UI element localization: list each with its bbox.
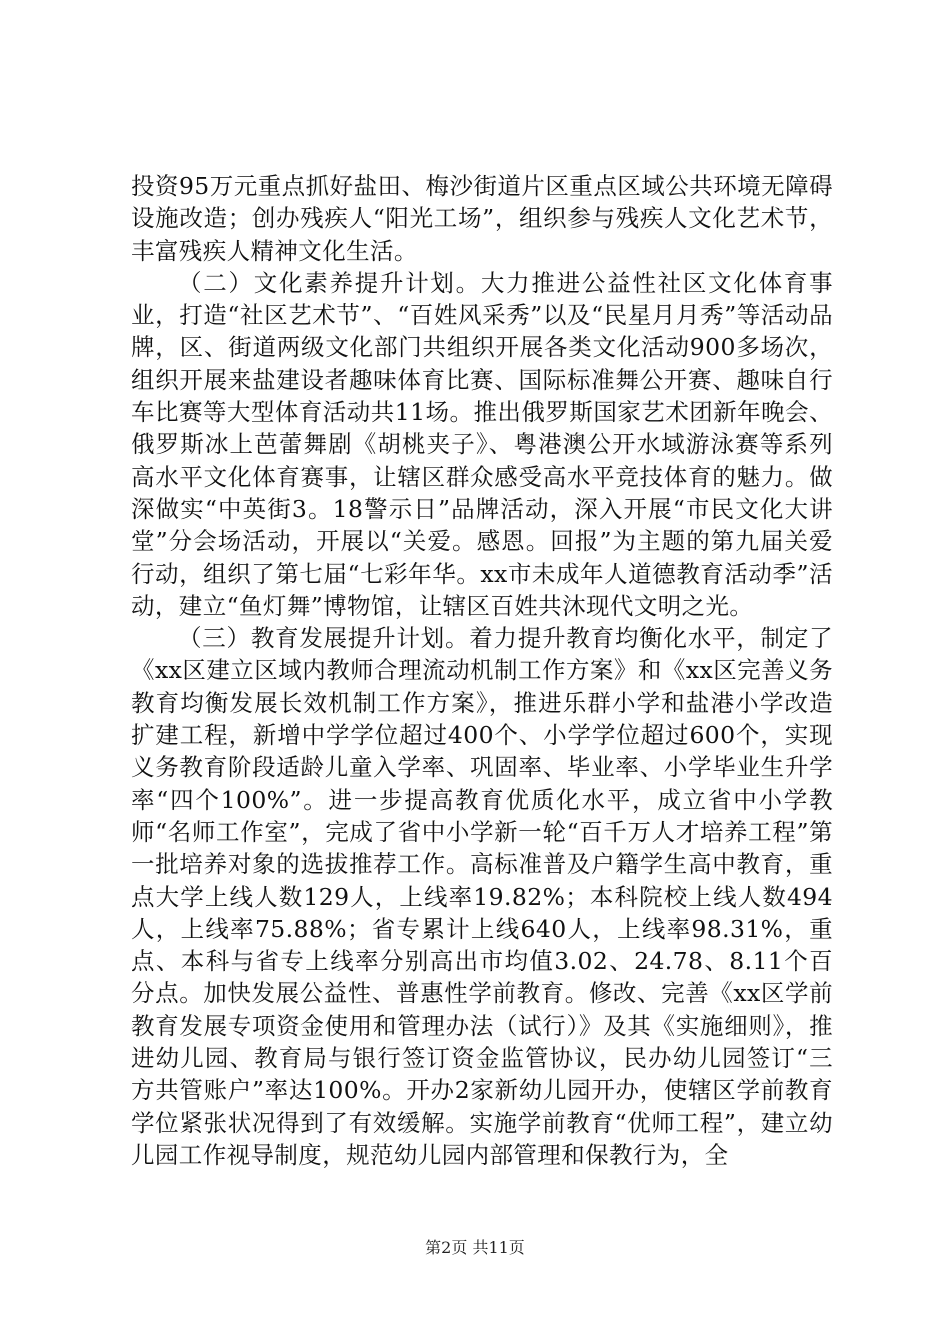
paragraph-education-plan: （三）教育发展提升计划。着力提升教育均衡化水平，制定了《xx区建立区域内教师合理流动机制工作方案》和《xx区完善义务教育均衡发展长效机制工作方案》，推进乐群小学和盐港小学改造扩建工程，新增中学学位超过400个、小学学位超过600个，实现义务教育阶段适龄儿童入学率、巩固率、毕业率、小学毕业生升学率“四个100%”。进一步提高教育优质化水平，成立省中小学教师“名师工作室”，完成了省中小学新一轮“百千万人才培养工程”第一批培养对象的选拔推荐工作。高标准普及户籍学生高中教育，重点大学上线人数129人，上线率19.82%；本科院校上线人数494人，上线率75.88%；省专累计上线640人，上线率98.31%，重点、本科与省专上线率分别高出市均值3.02、24.78、8.11个百分点。加快发展公益性、普惠性学前教育。修改、完善《xx区学前教育发展专项资金使用和管理办法（试行）》及其《实施细则》，推进幼儿园、教育局与银行签订资金监管协议，民办幼儿园签订“三方共管账户”率达100%。开办2家新幼儿园开办，使辖区学前教育学位紧张状况得到了有效缓解。实施学前教育“优师工程”，建立幼儿园工作视导制度，规范幼儿园内部管理和保教行为，全 bbox=[131, 624, 833, 1169]
page-number-footer: 第2页 共11页 bbox=[425, 1238, 525, 1257]
document-body bbox=[131, 170, 833, 1171]
paragraph-culture-plan: （二）文化素养提升计划。大力推进公益性社区文化体育事业，打造“社区艺术节”、“百姓风采秀”以及“民星月月秀”等活动品牌，区、街道两级文化部门共组织开展各类文化活动900多场次，组织开展来盐建设者趣味体育比赛、国际标准舞公开赛、趣味自行车比赛等大型体育活动共11场。推出俄罗斯国家艺术团新年晚会、俄罗斯冰上芭蕾舞剧《胡桃夹子》、粤港澳公开水域游泳赛等系列高水平文化体育赛事，让辖区群众感受高水平竞技体育的魅力。做深做实“中英街3。18警示日”品牌活动，深入开展“市民文化大讲堂”分会场活动，开展以“关爱。感恩。回报”为主题的第九届关爱行动，组织了第七届“七彩年华。xx市未成年人道德教育活动季”活动，建立“鱼灯舞”博物馆，让辖区百姓共沐现代文明之光。 bbox=[131, 268, 833, 620]
paragraph-continuation: 投资95万元重点抓好盐田、梅沙街道片区重点区域公共环境无障碍设施改造；创办残疾人“阳光工场”，组织参与残疾人文化艺术节，丰富残疾人精神文化生活。 bbox=[131, 172, 833, 265]
